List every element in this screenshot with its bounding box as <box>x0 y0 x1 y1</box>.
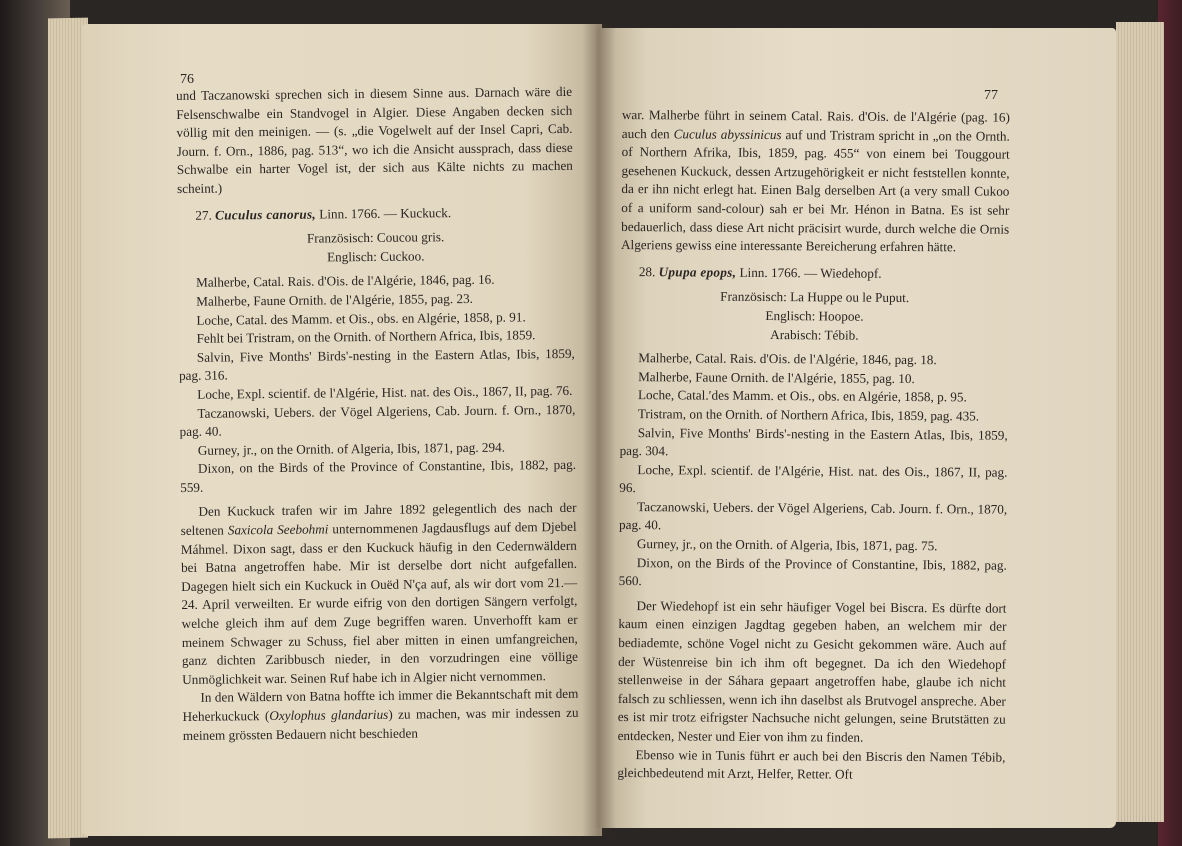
reference: Malherbe, Faune Ornith. de l'Algérie, 1855, pag. 10. <box>638 368 915 386</box>
text-run: unternommenen Jagdausflugs auf dem Djebel Máhmel. Dixon sagt, dass er den Kuckuck häufig in den Cedernwäldern bei Batna angetroffen habe. Mir ist derselbe dort nicht aufgefallen. Dagegen hielt sich ein Kuckuck in Ouëd N'ça auf, als wir dort vom 21.—24. April verweilten. Er wurde eifrig von den dortigen Sängern verfolgt, welche gleich ihm auf dem Zuge begriffen waren. Unverhofft kam er meinem Schwager zu Schuss, fiel aber mitten in einen umfangreichen, ganz dichten Zaribbusch nieder, in den vorzudringen eine völlige Unmöglichkeit war. Seinen Ruf habe ich in Algier nicht vernommen. <box>180 518 579 687</box>
species-number: 27. <box>195 207 212 223</box>
species-italic: Saxicola Seebohmi <box>227 521 329 538</box>
intro-paragraph: und Taczanowski sprechen sich in diesem Sinne aus. Darnach wäre die Felsenschwalbe ein Standvogel in Algier. Diese Angaben decken sich völlig mit den meinigen. — (s. „die Vogelwelt auf der Insel Capri, Cab. Journ. f. Orn., 1886, pag. 513“, wo ich die Ansicht aussprach, dass diese Schwalbe ein harter Vogel ist, der sich aus Kälte nichts zu machen scheint.) <box>176 83 573 196</box>
reference: Fehlt bei Tristram, on the Ornith. of Northern Africa, Ibis, 1859. <box>196 327 536 346</box>
reference: Taczanowski, Uebers. der Vögel Algeriens, Cab. Journ. f. Orn., 1870, pag. 40. <box>619 498 1008 533</box>
reference: Dixon, on the Birds of the Province of Constantine, Ibis, 1882, pag. 559. <box>180 457 577 495</box>
arabic-name: Arabisch: Tébib. <box>770 326 859 343</box>
reference: Loche, Catal. des Mamm. et Ois., obs. en Algérie, 1858, p. 91. <box>196 308 526 328</box>
text-run: Den Kuckuck trafen wir im Jahre 1892 gelegentlich des nach der seltenen <box>180 500 577 539</box>
page-number: 76 <box>180 72 194 87</box>
species-number: 28. <box>638 263 656 279</box>
body-paragraph <box>182 685 579 745</box>
reference: Loche, Catal.ʹdes Mamm. et Ois., obs. en Algérie, 1858, p. 95. <box>637 387 967 405</box>
species-authority: Linn. 1766. — Wiedehopf. <box>739 264 882 281</box>
text-run: auf und Tristram spricht in „on the Ornth. of Northern Afrika, Ibis, 1859, pag. 455“ von einem bei Touggourt gesehenen Kuckuck, dessen Artzugehörigkeit er nicht feststellen konnte, da er ihn nicht erlegt hat. Einen Balg derselben Art (a very small Cukoo of a uniform sand-colour) sah er bei Mr. Hénon in Batna. Es ist sehr bedauerlich, dass diese Art nicht präcisirt wurde, durch welche die Ornis Algeriens gewiss eine interessante Bereicherung erfahren hätte. <box>620 126 1010 255</box>
reference: Salvin, Five Months' Birds'-nesting in the Eastern Atlas, Ibis, 1859, pag. 304. <box>619 424 1008 459</box>
page-edges-right <box>1116 22 1164 822</box>
reference: Loche, Expl. scientif. de l'Algérie, Hist. nat. des Ois., 1867, II, pag. 76. <box>197 382 573 402</box>
reference: Malherbe, Catal. Rais. d'Ois. de l'Algérie, 1846, pag. 18. <box>638 350 937 368</box>
left-page <box>82 24 602 836</box>
english-name: Englisch: Hoopoe. <box>765 307 864 324</box>
reference: Gurney, jr., on the Ornith. of Algeria, Ibis, 1871, pag. 75. <box>636 536 938 554</box>
reference: Salvin, Five Months' Birds'-nesting in the Eastern Atlas, Ibis, 1859, pag. 316. <box>178 345 575 384</box>
book-gutter <box>582 24 616 836</box>
intro-paragraph <box>621 106 1010 257</box>
english-name: Englisch: Cuckoo. <box>326 248 425 265</box>
reference: Malherbe, Faune Ornith. de l'Algérie, 1855, pag. 23. <box>196 290 473 309</box>
reference: Taczanowski, Uebers. der Vögel Algeriens, Cab. Journ. f. Orn., 1870, pag. 40. <box>179 401 576 440</box>
reference: Tristram, on the Ornith. of Northern Africa, Ibis, 1859, pag. 435. <box>637 406 980 424</box>
french-name: Französisch: La Huppe ou le Puput. <box>720 289 910 306</box>
species-authority: Linn. 1766. — Kuckuck. <box>319 204 452 222</box>
body-paragraph: Ebenso wie in Tunis führt er auch bei den Biscris den Namen Tébib, gleichbedeutend mit Arzt, Helfer, Retter. Oft <box>617 746 1006 782</box>
reference: Malherbe, Catal. Rais. d'Ois. de l'Algérie, 1846, pag. 16. <box>195 272 495 291</box>
body-paragraph <box>180 499 578 689</box>
reference: Loche, Expl. scientif. de l'Algérie, Hist. nat. des Ois., 1867, II, pag. 96. <box>619 461 1008 496</box>
right-page <box>596 28 1116 828</box>
left-page-text <box>176 83 579 745</box>
species-italic: Cuculus abyssinicus <box>673 125 782 142</box>
species-name: Cuculus canorus, <box>215 206 317 223</box>
species-name: Upupa epops, <box>658 264 737 280</box>
text-run: ) zu machen, was mir indessen zu meinem grössten Bedauern nicht beschieden <box>182 704 579 743</box>
right-page-text <box>617 106 1010 785</box>
body-paragraph: Der Wiedehopf ist ein sehr häufiger Vogel bei Biscra. Es dürfte dort kaum einen einzigen Jagdtag gegeben haben, an welchem mir der bediademte, schöne Vogel nicht zu Gesicht gekommen wäre. Auch auf der Wüstenreise bin ich ihm oft begegnet. Da ich den Wiedehopf stellenweise in der Sáhara gepaart angetroffen habe, glaube ich nicht falsch zu schliessen, wenn ich ihn daselbst als Brutvogel anspreche. Aber es ist mir trotz eifrigster Nachsuche nicht gelungen, seine Brutstätten zu entdecken, Nester und Eier von ihm zu finden. <box>617 597 1007 745</box>
text-run: war. Malherbe führt in seinem Catal. Rais. d'Ois. de l'Algérie (pag. 16) auch den <box>621 106 1010 141</box>
french-name: Französisch: Coucou gris. <box>306 229 445 246</box>
species-italic: Oxylophus glandarius <box>269 706 389 724</box>
text-run: In den Wäldern von Batna hoffte ich immer die Bekanntschaft mit dem Heherkuckuck ( <box>182 686 579 724</box>
page-number: 77 <box>984 88 998 103</box>
reference: Gurney, jr., on the Ornith. of Algeria, Ibis, 1871, pag. 294. <box>197 439 506 458</box>
reference: Dixon, on the Birds of the Province of Constantine, Ibis, 1882, pag. 560. <box>618 554 1007 589</box>
species-heading <box>177 202 573 225</box>
species-heading <box>621 263 1009 284</box>
